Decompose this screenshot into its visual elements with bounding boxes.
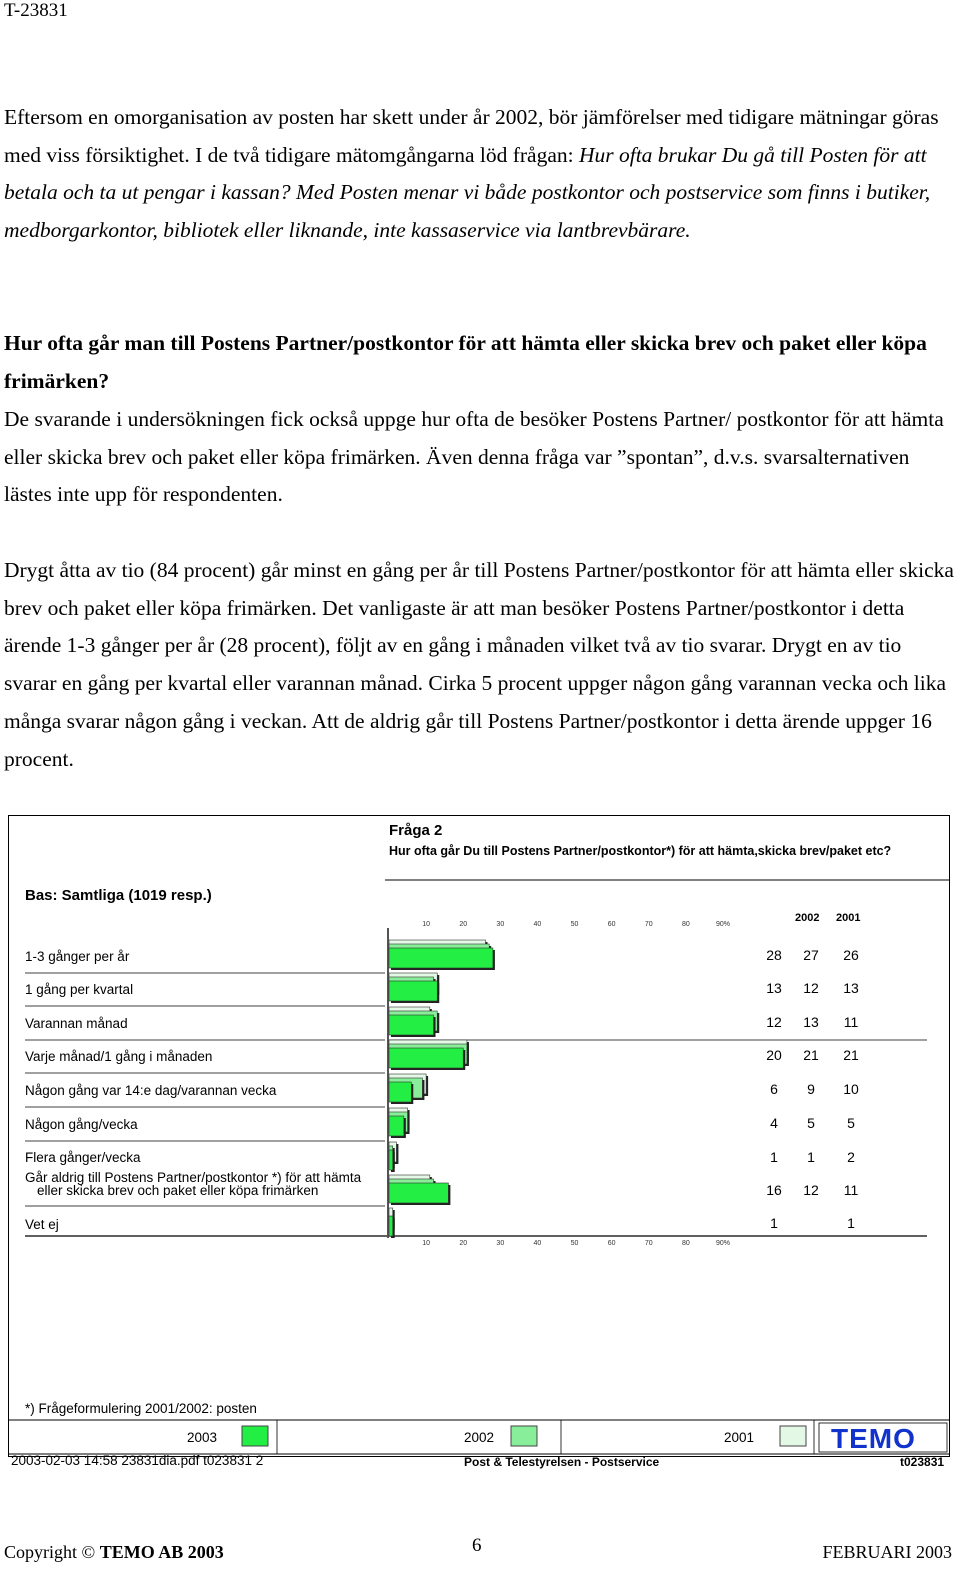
legend-swatch-2002: [511, 1426, 537, 1446]
value-label-2001: 11: [843, 1182, 859, 1198]
value-label-2003: 1: [770, 1215, 778, 1231]
x-tick-label-top: 20: [459, 921, 468, 928]
value-label-2003: 6: [770, 1081, 778, 1097]
value-header-2001: 2001: [836, 912, 861, 924]
x-tick-label-top: 90%: [715, 921, 731, 928]
value-label-2003: 12: [766, 1014, 782, 1030]
footer-copyright: [4, 1542, 224, 1563]
value-label-2001: 21: [843, 1047, 859, 1063]
bar-2003: [389, 1015, 434, 1035]
value-label-2001: 26: [843, 947, 859, 963]
x-tick-label-bottom: 10: [422, 1240, 431, 1247]
footer-date: FEBRUARI 2003: [822, 1542, 952, 1562]
category-label: Varannan månad: [25, 1016, 128, 1031]
value-label-2002: 27: [803, 947, 819, 963]
value-label-2003: 1: [770, 1149, 778, 1165]
category-label: Någon gång/vecka: [25, 1117, 138, 1132]
value-label-2002: 13: [803, 1014, 819, 1030]
category-label: Flera gånger/vecka: [25, 1150, 141, 1165]
x-tick-label-bottom: 40: [533, 1240, 542, 1247]
bar-2003: [389, 981, 437, 1001]
chart-subtitle: Hur ofta går Du till Postens Partner/postkontor*) för att hämta,skicka brev/paket etc?: [389, 844, 892, 858]
value-label-2002: 9: [807, 1081, 815, 1097]
category-label: 1 gång per kvartal: [25, 982, 134, 997]
previous-question-text: Hur ofta brukar Du gå till Posten för att betala och ta ut pengar i kassan? Med Posten menar vi både postkontor och postservice som finns i butiker, medborgarkontor, bibliotek eller liknande, inte kassaservice via lantbrevbärare.: [4, 142, 931, 243]
chart-stamp: 2003-02-03 14:58 23831dia.pdf t023831 2: [11, 1453, 264, 1468]
value-label-2002: 21: [803, 1047, 819, 1063]
page-number: 6: [472, 1535, 482, 1556]
results-paragraph: Drygt åtta av tio (84 procent) går minst en gång per år till Postens Partner/postkontor för att hämta eller skicka brev och paket eller köpa frimärken. Det vanligaste är att man besöker Postens Partner/postkontor i detta ärende 1-3 gånger per år (28 procent), följt av en gång i månaden vilket två av tio svarar. Drygt en av tio svarar en gång per kvartal eller varannan månad. Cirka 5 procent uppger någon gång varannan vecka och lika många svarar någon gång i veckan. Att de aldrig går till Postens Partner/postkontor i detta ärende uppger 16 procent.: [4, 558, 954, 771]
category-label: eller skicka brev och paket eller köpa frimärken: [37, 1183, 319, 1198]
legend-label: 2001: [724, 1430, 755, 1445]
x-tick-label-top: 40: [533, 921, 542, 928]
document-id: T-23831: [4, 0, 68, 21]
category-label: Varje månad/1 gång i månaden: [25, 1049, 213, 1064]
chart-footnote: *) Frågeformulering 2001/2002: posten: [25, 1401, 257, 1416]
x-tick-label-top: 10: [422, 921, 431, 928]
x-tick-label-bottom: 90%: [715, 1240, 731, 1247]
value-label-2001: 13: [843, 980, 859, 996]
value-label-2001: 11: [843, 1014, 859, 1030]
copyright-company: TEMO AB 2003: [99, 1542, 224, 1562]
bar-2003: [389, 1082, 411, 1102]
method-paragraph: De svarande i undersökningen fick också uppge hur ofta de besöker Postens Partner/ postkontor för att hämta eller skicka brev och paket eller köpa frimärken. Även denna fråga var ”spontan”, d.v.s. svarsalternativen lästes inte upp för respondenten.: [4, 407, 944, 507]
chart-svg: [9, 816, 949, 1469]
x-tick-label-top: 80: [681, 921, 690, 928]
x-tick-label-bottom: 50: [570, 1240, 579, 1247]
x-tick-label-top: 30: [496, 921, 505, 928]
value-label-2003: 20: [766, 1047, 782, 1063]
x-tick-label-bottom: 80: [681, 1240, 690, 1247]
value-label-2002: 12: [803, 980, 819, 996]
x-tick-label-top: 70: [644, 921, 653, 928]
copyright-prefix: Copyright ©: [4, 1542, 100, 1562]
value-label-2001: 1: [847, 1215, 855, 1231]
bar-2003: [389, 948, 493, 968]
x-tick-label-top: 60: [607, 921, 616, 928]
intro-paragraph: [4, 99, 956, 250]
chart-figure: [8, 815, 950, 1469]
category-label: Vet ej: [25, 1217, 59, 1232]
bar-2003: [389, 1216, 393, 1236]
chart-client: Post & Telestyrelsen - Postservice: [464, 1455, 660, 1469]
value-label-2003: 28: [766, 947, 782, 963]
category-label: 1-3 gånger per år: [25, 949, 130, 964]
legend-label: 2003: [187, 1430, 218, 1445]
value-label-2001: 5: [847, 1115, 855, 1131]
bar-2003: [389, 1116, 404, 1136]
value-label-2002: 1: [807, 1149, 815, 1165]
chart-title: Fråga 2: [389, 822, 443, 839]
value-label-2001: 10: [843, 1081, 859, 1097]
x-tick-label-top: 50: [570, 921, 579, 928]
value-label-2003: 4: [770, 1115, 778, 1131]
value-label-2002: 12: [803, 1182, 819, 1198]
x-tick-label-bottom: 60: [607, 1240, 616, 1247]
x-tick-label-bottom: 20: [459, 1240, 468, 1247]
value-label-2003: 13: [766, 980, 782, 996]
temo-logo-text: TEMO: [831, 1423, 916, 1454]
chart-id: t023831: [900, 1455, 945, 1469]
section-heading: Hur ofta går man till Postens Partner/postkontor för att hämta eller skicka brev och paket eller köpa frimärken?: [4, 331, 927, 393]
value-label-2001: 2: [847, 1149, 855, 1165]
category-label: Går aldrig till Postens Partner/postkontor *) för att hämta: [25, 1170, 362, 1185]
legend-swatch-2001: [780, 1426, 806, 1446]
bar-2003: [389, 1183, 448, 1203]
value-label-2003: 16: [766, 1182, 782, 1198]
bar-2003: [389, 1048, 463, 1068]
intro-text: Eftersom en omorganisation av posten har skett under år 2002, bör jämförelser med tidigare mätningar göras med viss försiktighet. I de två tidigare mätomgångarna löd frågan:: [4, 105, 939, 167]
x-tick-label-bottom: 70: [644, 1240, 653, 1247]
legend-swatch-2003: [242, 1426, 268, 1446]
value-label-2002: 5: [807, 1115, 815, 1131]
x-tick-label-bottom: 30: [496, 1240, 505, 1247]
category-label: Någon gång var 14:e dag/varannan vecka: [25, 1083, 277, 1098]
value-header-2002: 2002: [795, 912, 820, 924]
bar-2003: [389, 1150, 393, 1170]
temo-logo: [819, 1423, 947, 1454]
chart-base-label: Bas: Samtliga (1019 resp.): [25, 887, 212, 904]
legend-label: 2002: [464, 1430, 495, 1445]
